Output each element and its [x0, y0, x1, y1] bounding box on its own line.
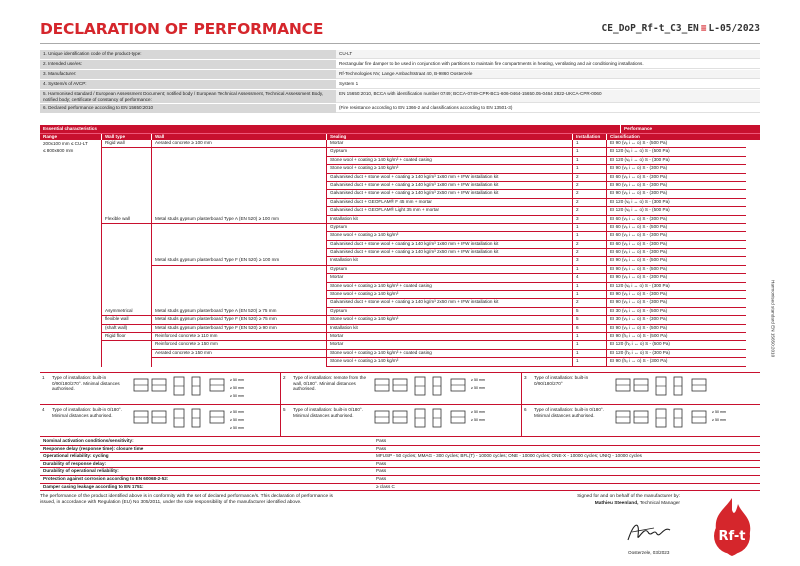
- performance-value: Pass: [376, 438, 387, 443]
- performance-label: Durability of operational reliability:: [43, 468, 119, 474]
- dimension-label: ≥ 50 mm: [471, 378, 485, 382]
- page-title: DECLARATION OF PERFORMANCE: [40, 20, 324, 38]
- table-cell-cls: EI 120 (vₑ i ↔ o) S - (300 Pa): [607, 157, 746, 165]
- table-cell-wall: [152, 274, 326, 282]
- performance-value: Pass: [376, 460, 387, 466]
- table-cell-walltype: [102, 232, 151, 240]
- declaration-statement: The performance of the product identified above is in conformity with the set of declared performance/s. This declaration of performance is issued, in accordance with Regulation (EU) No 305/2011, under the sole responsibility of the manufacturer identified above.: [40, 494, 333, 506]
- harmonised-standard-side-label: Harmonised standard EN 15650:2010: [770, 280, 776, 358]
- table-cell-walltype: [102, 157, 151, 165]
- table-cell-sealing: Galvanised duct + stone wool + coating ≥ 140 kg/m³ 1x60 mm + IFW installation kit: [327, 174, 572, 182]
- table-cell-wall: [152, 232, 326, 240]
- table-cell-walltype: [102, 283, 151, 291]
- table-cell-inst: 1: [573, 157, 606, 165]
- table-cell-inst: 2: [573, 241, 606, 249]
- table-cell-sealing: Stone wool + coating ≥ 140 kg/m³: [327, 316, 572, 324]
- table-cell-sealing: Gypsum: [327, 308, 572, 316]
- table-cell-cls: EI 60 (vₑ i ↔ o) S - (300 Pa): [607, 174, 746, 182]
- performance-table: [40, 125, 760, 367]
- table-cell-wall: Aerated concrete ≥ 150 mm: [152, 350, 326, 358]
- table-cell-cls: EI 60 (vₑ i ↔ o) S - (500 Pa): [607, 224, 746, 232]
- table-cell-cls: EI 90 (vₑ i ↔ o) S - (300 Pa): [607, 190, 746, 198]
- table-cell-inst: 2: [573, 174, 606, 182]
- performance-row: [40, 484, 760, 492]
- table-cell-cls: EI 90 (hₒ i ↔ o) S - (500 Pa): [607, 333, 746, 341]
- info-row: [40, 50, 760, 60]
- table-cell-wall: Reinforced concrete ≥ 150 mm: [152, 341, 326, 349]
- info-value: Rectangular fire damper to be used in conjunction with partitions to maintain fire compartments in heating, ventilating and air conditioning installations.: [336, 60, 760, 69]
- rft-logo: [704, 496, 760, 558]
- table-group-header: [40, 125, 760, 133]
- table-cell-walltype: [102, 207, 151, 215]
- installation-description: Type of installation: built-in 0/180°. Minimal distances authorised.: [534, 407, 605, 418]
- table-cell-walltype: Asymmetrical: [102, 308, 151, 316]
- signed-for-label: Signed for and on behalf of the manufacturer by:: [577, 494, 680, 499]
- table-cell-walltype: [102, 224, 151, 232]
- table-cell-sealing: Galvanised duct + stone wool + coating ≥ 140 kg/m³ 2x50 mm + IFW installation kit: [327, 299, 572, 307]
- installation-diagram-icon: [130, 373, 280, 403]
- table-cell-cls: EI 120 (hₒ i ↔ o) S - (300 Pa): [607, 350, 746, 358]
- performance-value: Pass: [376, 475, 387, 481]
- performance-label: Durability of response delay:: [43, 460, 107, 466]
- installation-diagram-icon: [612, 373, 762, 403]
- info-value: Rf-Technologies NV, Lange Ambachtstraat 40, B-9860 Oosterzele: [336, 70, 760, 79]
- info-label: 5. Harmonised standard / European Assessment Document; notified body / European Technical Assessment, Technical Assessment Body, notified body; certificate of constancy of performance:: [40, 90, 336, 103]
- dimension-label: ≥ 50 mm: [712, 410, 726, 414]
- table-cell-walltype: [102, 350, 151, 358]
- table-cell-walltype: [102, 148, 151, 156]
- info-row: [40, 90, 760, 104]
- performance-label: Protection against corrosion according to EN 60068-2-52:: [43, 475, 169, 481]
- table-cell-walltype: [102, 358, 151, 366]
- dimension-label: ≥ 50 mm: [471, 418, 485, 422]
- signer-name: Mathieu Steenland,: [594, 500, 639, 506]
- doc-revision: L-05/2023: [708, 23, 760, 34]
- performance-row: [40, 468, 760, 476]
- table-cell-walltype: flexible wall: [102, 316, 151, 324]
- table-cell-sealing: Installation kit: [327, 257, 572, 265]
- performance-label: Response delay (response time): closure time: [43, 445, 144, 451]
- table-cell-wall: [152, 148, 326, 156]
- installation-column: [573, 140, 607, 367]
- table-cell-cls: EI 90 (vₑ i ↔ o) S - (500 Pa): [607, 140, 746, 148]
- table-cell-walltype: [102, 190, 151, 198]
- installation-type-3: [522, 373, 762, 404]
- table-cell-sealing: Gypsum: [327, 224, 572, 232]
- table-cell-wall: Aerated concrete ≥ 100 mm: [152, 140, 326, 148]
- table-cell-walltype: [102, 274, 151, 282]
- table-cell-wall: Metal studs gypsum plasterboard Type F (EN 520) ≥ 100 mm: [152, 257, 326, 265]
- table-cell-inst: 6: [573, 325, 606, 333]
- performance-value: MFUSP - 50 cycles; MMAG - 300 cycles; BFL(T) - 10000 cycles; ONE - 10000 cycles; ONE-X - 10000 cycles; UNIQ - 10000 cycles: [376, 453, 642, 459]
- table-cell-inst: 1: [573, 165, 606, 173]
- table-cell-cls: EI 30 (vₑ i ↔ o) S - (300 Pa): [607, 316, 746, 324]
- installation-description: Type of installation: built-in 0/90/180/270°. Minimal distances authorised.: [52, 375, 120, 391]
- table-cell-walltype: Rigid wall: [102, 140, 151, 148]
- table-cell-sealing: Mortar: [327, 333, 572, 341]
- table-cell-sealing: Stone wool + coating ≥ 140 kg/m³: [327, 232, 572, 240]
- table-cell-walltype: [102, 199, 151, 207]
- table-cell-inst: 1: [573, 232, 606, 240]
- table-cell-walltype: [102, 257, 151, 265]
- table-cell-inst: 3: [573, 216, 606, 224]
- range-line-1: 200x100 mm ≤ CU-LT: [43, 141, 88, 146]
- table-cell-inst: 1: [573, 140, 606, 148]
- installation-number: 2: [283, 375, 286, 380]
- table-cell-wall: [152, 199, 326, 207]
- installation-diagram-icon: [371, 373, 521, 403]
- performance-value: Pass: [376, 445, 387, 451]
- table-cell-inst: 5: [573, 316, 606, 324]
- performance-row: [40, 438, 760, 446]
- installation-drawing: [612, 373, 762, 404]
- col-installation: Installation: [573, 134, 607, 140]
- table-cell-inst: 2: [573, 299, 606, 307]
- col-classification: Classification: [610, 134, 640, 139]
- document-reference: CE_DoP_Rf-t_C3_EN ≡ L-05/2023: [601, 23, 760, 34]
- installation-row: [40, 405, 760, 437]
- table-cell-inst: 1: [573, 266, 606, 274]
- table-cell-cls: EI 60 (vₑ i ↔ o) S - (300 Pa): [607, 249, 746, 257]
- installation-description: Type of installation: built-in 0/180°. Minimal distances authorised.: [52, 407, 123, 418]
- table-cell-wall: [152, 165, 326, 173]
- installation-diagram-icon: [612, 405, 762, 435]
- table-cell-wall: Reinforced concrete ≥ 110 mm: [152, 333, 326, 341]
- table-cell-wall: [152, 207, 326, 215]
- table-cell-inst: 2: [573, 199, 606, 207]
- signer-role: Technical Manager: [639, 500, 680, 506]
- installation-number: 4: [42, 407, 45, 412]
- dimension-label: ≥ 50 mm: [471, 410, 485, 414]
- table-cell-cls: EI 90 (vₑ i ↔ o) S - (300 Pa): [607, 165, 746, 173]
- handwritten-signature: [624, 518, 674, 546]
- info-value: System 1: [336, 80, 760, 89]
- logo-text: Rf-t: [718, 529, 746, 544]
- table-cell-walltype: [102, 174, 151, 182]
- table-cell-sealing: Stone wool + coating ≥ 140 kg/m³: [327, 291, 572, 299]
- info-value: EN 15650:2010, BCCA with identification number 0749; BCCA-0749-CPR-BC1-606-0464-15650.05-0464 2822-UKCA-CPR-0060: [336, 90, 760, 103]
- installation-description: Type of installation: remote from the wall, 0/180°. Minimal distances authorised.: [293, 375, 367, 391]
- table-cell-cls: EI 90 (vₑ i ↔ o) S - (500 Pa): [607, 266, 746, 274]
- performance-label: Damper casing leakage according to EN 1751:: [43, 483, 144, 489]
- performance-row: [40, 461, 760, 469]
- table-cell-walltype: Flexible wall: [102, 216, 151, 224]
- table-cell-sealing: Installation kit: [327, 216, 572, 224]
- table-cell-wall: [152, 190, 326, 198]
- table-cell-cls: EI 30 (vₑ i ↔ o) S - (500 Pa): [607, 308, 746, 316]
- table-cell-wall: [152, 358, 326, 366]
- dimension-label: ≥ 50 mm: [230, 418, 244, 422]
- table-cell-cls: EI 120 (vₑ i ↔ o) S - (500 Pa): [607, 148, 746, 156]
- table-cell-inst: 2: [573, 207, 606, 215]
- table-cell-cls: EI 60 (vₑ i ↔ o) S - (300 Pa): [607, 232, 746, 240]
- performance-row: [40, 453, 760, 461]
- table-cell-sealing: Galvanised duct + stone wool + coating ≥ 140 kg/m³ 1x80 mm + IFW installation kit: [327, 182, 572, 190]
- table-cell-cls: EI 90 (vₑ i ↔ o) S - (300 Pa): [607, 274, 746, 282]
- col-sealing: Sealing: [327, 134, 573, 140]
- table-cell-sealing: Stone wool + coating ≥ 140 kg/m³ + coated casing: [327, 350, 572, 358]
- performance-value: ≥ class C: [376, 483, 395, 489]
- table-cell-wall: [152, 224, 326, 232]
- dimension-label: ≥ 50 mm: [230, 426, 244, 430]
- performance-row: [40, 476, 760, 484]
- performance-label: Nominal activation conditions/sensitivity:: [43, 438, 134, 443]
- essential-characteristics-header: Essential characteristics: [40, 125, 621, 133]
- table-cell-wall: [152, 266, 326, 274]
- table-cell-cls: EI 120 (vₑ i ↔ o) S - (500 Pa): [607, 207, 746, 215]
- installation-number: 1: [42, 375, 45, 380]
- range-line-2: ≤ 800x600 mm: [43, 147, 74, 153]
- table-cell-inst: 1: [573, 358, 606, 366]
- table-cell-sealing: Mortar: [327, 341, 572, 349]
- place-date: Oosterzele, 03/2023: [628, 550, 670, 555]
- table-cell-inst: 1: [573, 350, 606, 358]
- table-cell-walltype: [102, 165, 151, 173]
- info-value: (Fire resistance according to EN 1366-2 and classifications according to EN 13501-3): [336, 104, 760, 113]
- table-cell-sealing: Gypsum: [327, 148, 572, 156]
- table-cell-sealing: Gypsum: [327, 266, 572, 274]
- table-cell-walltype: [102, 241, 151, 249]
- installation-type-4: [40, 405, 281, 436]
- table-cell-inst: 1: [573, 148, 606, 156]
- signature-block: [577, 494, 680, 507]
- table-cell-inst: 3: [573, 257, 606, 265]
- info-value: CU-LT: [336, 50, 760, 59]
- table-cell-walltype: [102, 341, 151, 349]
- table-cell-inst: 1: [573, 333, 606, 341]
- dimension-label: ≥ 50 mm: [230, 386, 244, 390]
- table-cell-inst: 2: [573, 182, 606, 190]
- col-wall: Wall: [152, 134, 327, 140]
- table-cell-inst: 1: [573, 291, 606, 299]
- installation-diagram-icon: [130, 405, 280, 435]
- table-cell-walltype: Rigid floor: [102, 333, 151, 341]
- installation-type-2: [281, 373, 522, 404]
- installation-drawing: [612, 405, 762, 436]
- installation-drawing: [130, 373, 280, 404]
- info-label: 3. Manufacturer:: [40, 70, 336, 79]
- performance-label: Operational reliability: cycling: [43, 453, 109, 459]
- dimension-label: ≥ 50 mm: [230, 394, 244, 398]
- dimension-label: ≥ 50 mm: [712, 418, 726, 422]
- table-cell-cls: EI 90 (vₑ i ↔ o) S - (500 Pa): [607, 325, 746, 333]
- table-cell-wall: Metal studs gypsum plasterboard Type F (EN 520) ≥ 75 mm: [152, 316, 326, 324]
- info-label: 6. Declared performance according to EN 15650:2010: [40, 104, 336, 113]
- info-label: 1. Unique identification code of the product-type:: [40, 50, 336, 59]
- table-cell-walltype: [102, 182, 151, 190]
- col-walltype: Wall type: [102, 134, 152, 140]
- table-cell-wall: [152, 157, 326, 165]
- table-cell-wall: [152, 241, 326, 249]
- table-cell-inst: 2: [573, 190, 606, 198]
- installation-types: [40, 372, 760, 437]
- col-range: Range: [40, 134, 102, 140]
- table-cell-cls: EI 60 (vₑ i ↔ o) S - (300 Pa): [607, 241, 746, 249]
- info-row: [40, 80, 760, 90]
- table-cell-sealing: Stone wool + coating ≥ 140 kg/m³ + coated casing: [327, 283, 572, 291]
- installation-drawing: [371, 373, 521, 404]
- table-cell-cls: EI 90 (vₑ i ↔ o) S - (500 Pa): [607, 257, 746, 265]
- table-cell-cls: EI 90 (vₑ i ↔ o) S - (300 Pa): [607, 182, 746, 190]
- table-cell-cls: EI 120 (vₑ i ↔ o) S - (300 Pa): [607, 283, 746, 291]
- table-cell-walltype: [102, 299, 151, 307]
- installation-drawing: [371, 405, 521, 436]
- wall-column: [152, 140, 327, 367]
- table-cell-wall: [152, 291, 326, 299]
- installation-description: Type of installation: built-in 0/90/180/270°: [534, 375, 589, 386]
- info-row: [40, 104, 760, 114]
- sealing-column: [327, 140, 573, 367]
- table-cell-cls: EI 90 (vₑ i ↔ o) S - (300 Pa): [607, 299, 746, 307]
- performance-row: [40, 446, 760, 454]
- table-cell-wall: [152, 182, 326, 190]
- table-cell-wall: [152, 174, 326, 182]
- info-row: [40, 70, 760, 80]
- table-column-header: [40, 133, 760, 140]
- table-cell-wall: [152, 299, 326, 307]
- info-label: 4. System/s of AVCP:: [40, 80, 336, 89]
- installation-row: [40, 373, 760, 405]
- table-cell-sealing: Stone wool + coating ≥ 140 kg/m³: [327, 358, 572, 366]
- walltype-column: [102, 140, 152, 367]
- installation-type-6: [522, 405, 762, 436]
- dimension-label: ≥ 50 mm: [471, 386, 485, 390]
- table-cell-wall: Metal studs gypsum plasterboard Type A (EN 520) ≥ 75 mm: [152, 308, 326, 316]
- table-cell-inst: 1: [573, 224, 606, 232]
- installation-number: 5: [283, 407, 286, 412]
- table-cell-sealing: Galvanised duct + stone wool + coating ≥ 140 kg/m³ 1x60 mm + IFW installation kit: [327, 241, 572, 249]
- table-cell-wall: [152, 283, 326, 291]
- table-cell-sealing: Installation kit: [327, 325, 572, 333]
- product-info-table: [40, 50, 760, 114]
- installation-diagram-icon: [371, 405, 521, 435]
- table-cell-cls: EI 120 (vₑ i ↔ o) S - (300 Pa): [607, 199, 746, 207]
- table-cell-inst: 1: [573, 283, 606, 291]
- installation-description: Type of installation: built-in 0/180°. Minimal distances authorised.: [293, 407, 364, 418]
- table-body: [40, 140, 760, 367]
- table-cell-sealing: Mortar: [327, 140, 572, 148]
- classification-column: [607, 140, 746, 367]
- table-cell-cls: EI 60 (vₑ i ↔ o) S - (300 Pa): [607, 216, 746, 224]
- table-cell-walltype: (shaft wall): [102, 325, 151, 333]
- table-cell-sealing: Galvanised duct + stone wool + coating ≥ 140 kg/m³ 2x50 mm + IFW installation kit: [327, 190, 572, 198]
- installation-drawing: [130, 405, 280, 436]
- info-row: [40, 60, 760, 70]
- table-cell-sealing: Stone wool + coating ≥ 140 kg/m³ + coated casing: [327, 157, 572, 165]
- installation-number: 6: [524, 407, 527, 412]
- doc-code: CE_DoP_Rf-t_C3_EN: [601, 23, 699, 34]
- table-cell-walltype: [102, 249, 151, 257]
- performance-summary-table: [40, 438, 760, 491]
- table-cell-walltype: [102, 291, 151, 299]
- performance-header: Performance: [624, 126, 653, 131]
- table-cell-wall: Metal studs gypsum plasterboard Type A (EN 520) ≥ 100 mm: [152, 216, 326, 224]
- table-cell-sealing: Galvanised duct + stone wool + coating ≥ 140 kg/m³ 2x50 mm + IFW installation kit: [327, 249, 572, 257]
- table-cell-sealing: Stone wool + coating ≥ 140 kg/m³: [327, 165, 572, 173]
- title-divider: [40, 43, 760, 44]
- installation-type-5: [281, 405, 522, 436]
- table-cell-wall: [152, 249, 326, 257]
- table-cell-inst: 2: [573, 249, 606, 257]
- dimension-label: ≥ 50 mm: [230, 410, 244, 414]
- table-cell-sealing: Galvanised duct + GEOFLAM® Light 35 mm + mortar: [327, 207, 572, 215]
- table-cell-inst: 1: [573, 341, 606, 349]
- table-cell-sealing: Galvanised duct + GEOFLAM® F 45 mm + mortar: [327, 199, 572, 207]
- table-cell-wall: Metal studs gypsum plasterboard Type F (EN 520) ≥ 90 mm: [152, 325, 326, 333]
- table-cell-inst: 4: [573, 274, 606, 282]
- table-cell-sealing: Mortar: [327, 274, 572, 282]
- table-cell-cls: EI 90 (hₒ i ↔ o) S - (300 Pa): [607, 358, 746, 366]
- table-cell-inst: 5: [573, 308, 606, 316]
- performance-value: Pass: [376, 468, 387, 474]
- table-cell-walltype: [102, 266, 151, 274]
- table-cell-cls: EI 120 (hₒ i ↔ o) S - (500 Pa): [607, 341, 746, 349]
- table-cell-cls: EI 90 (vₑ i ↔ o) S - (300 Pa): [607, 291, 746, 299]
- range-column: [40, 140, 102, 367]
- installation-type-1: [40, 373, 281, 404]
- installation-number: 3: [524, 375, 527, 380]
- dimension-label: ≥ 50 mm: [230, 378, 244, 382]
- info-label: 2. Intended use/es:: [40, 60, 336, 69]
